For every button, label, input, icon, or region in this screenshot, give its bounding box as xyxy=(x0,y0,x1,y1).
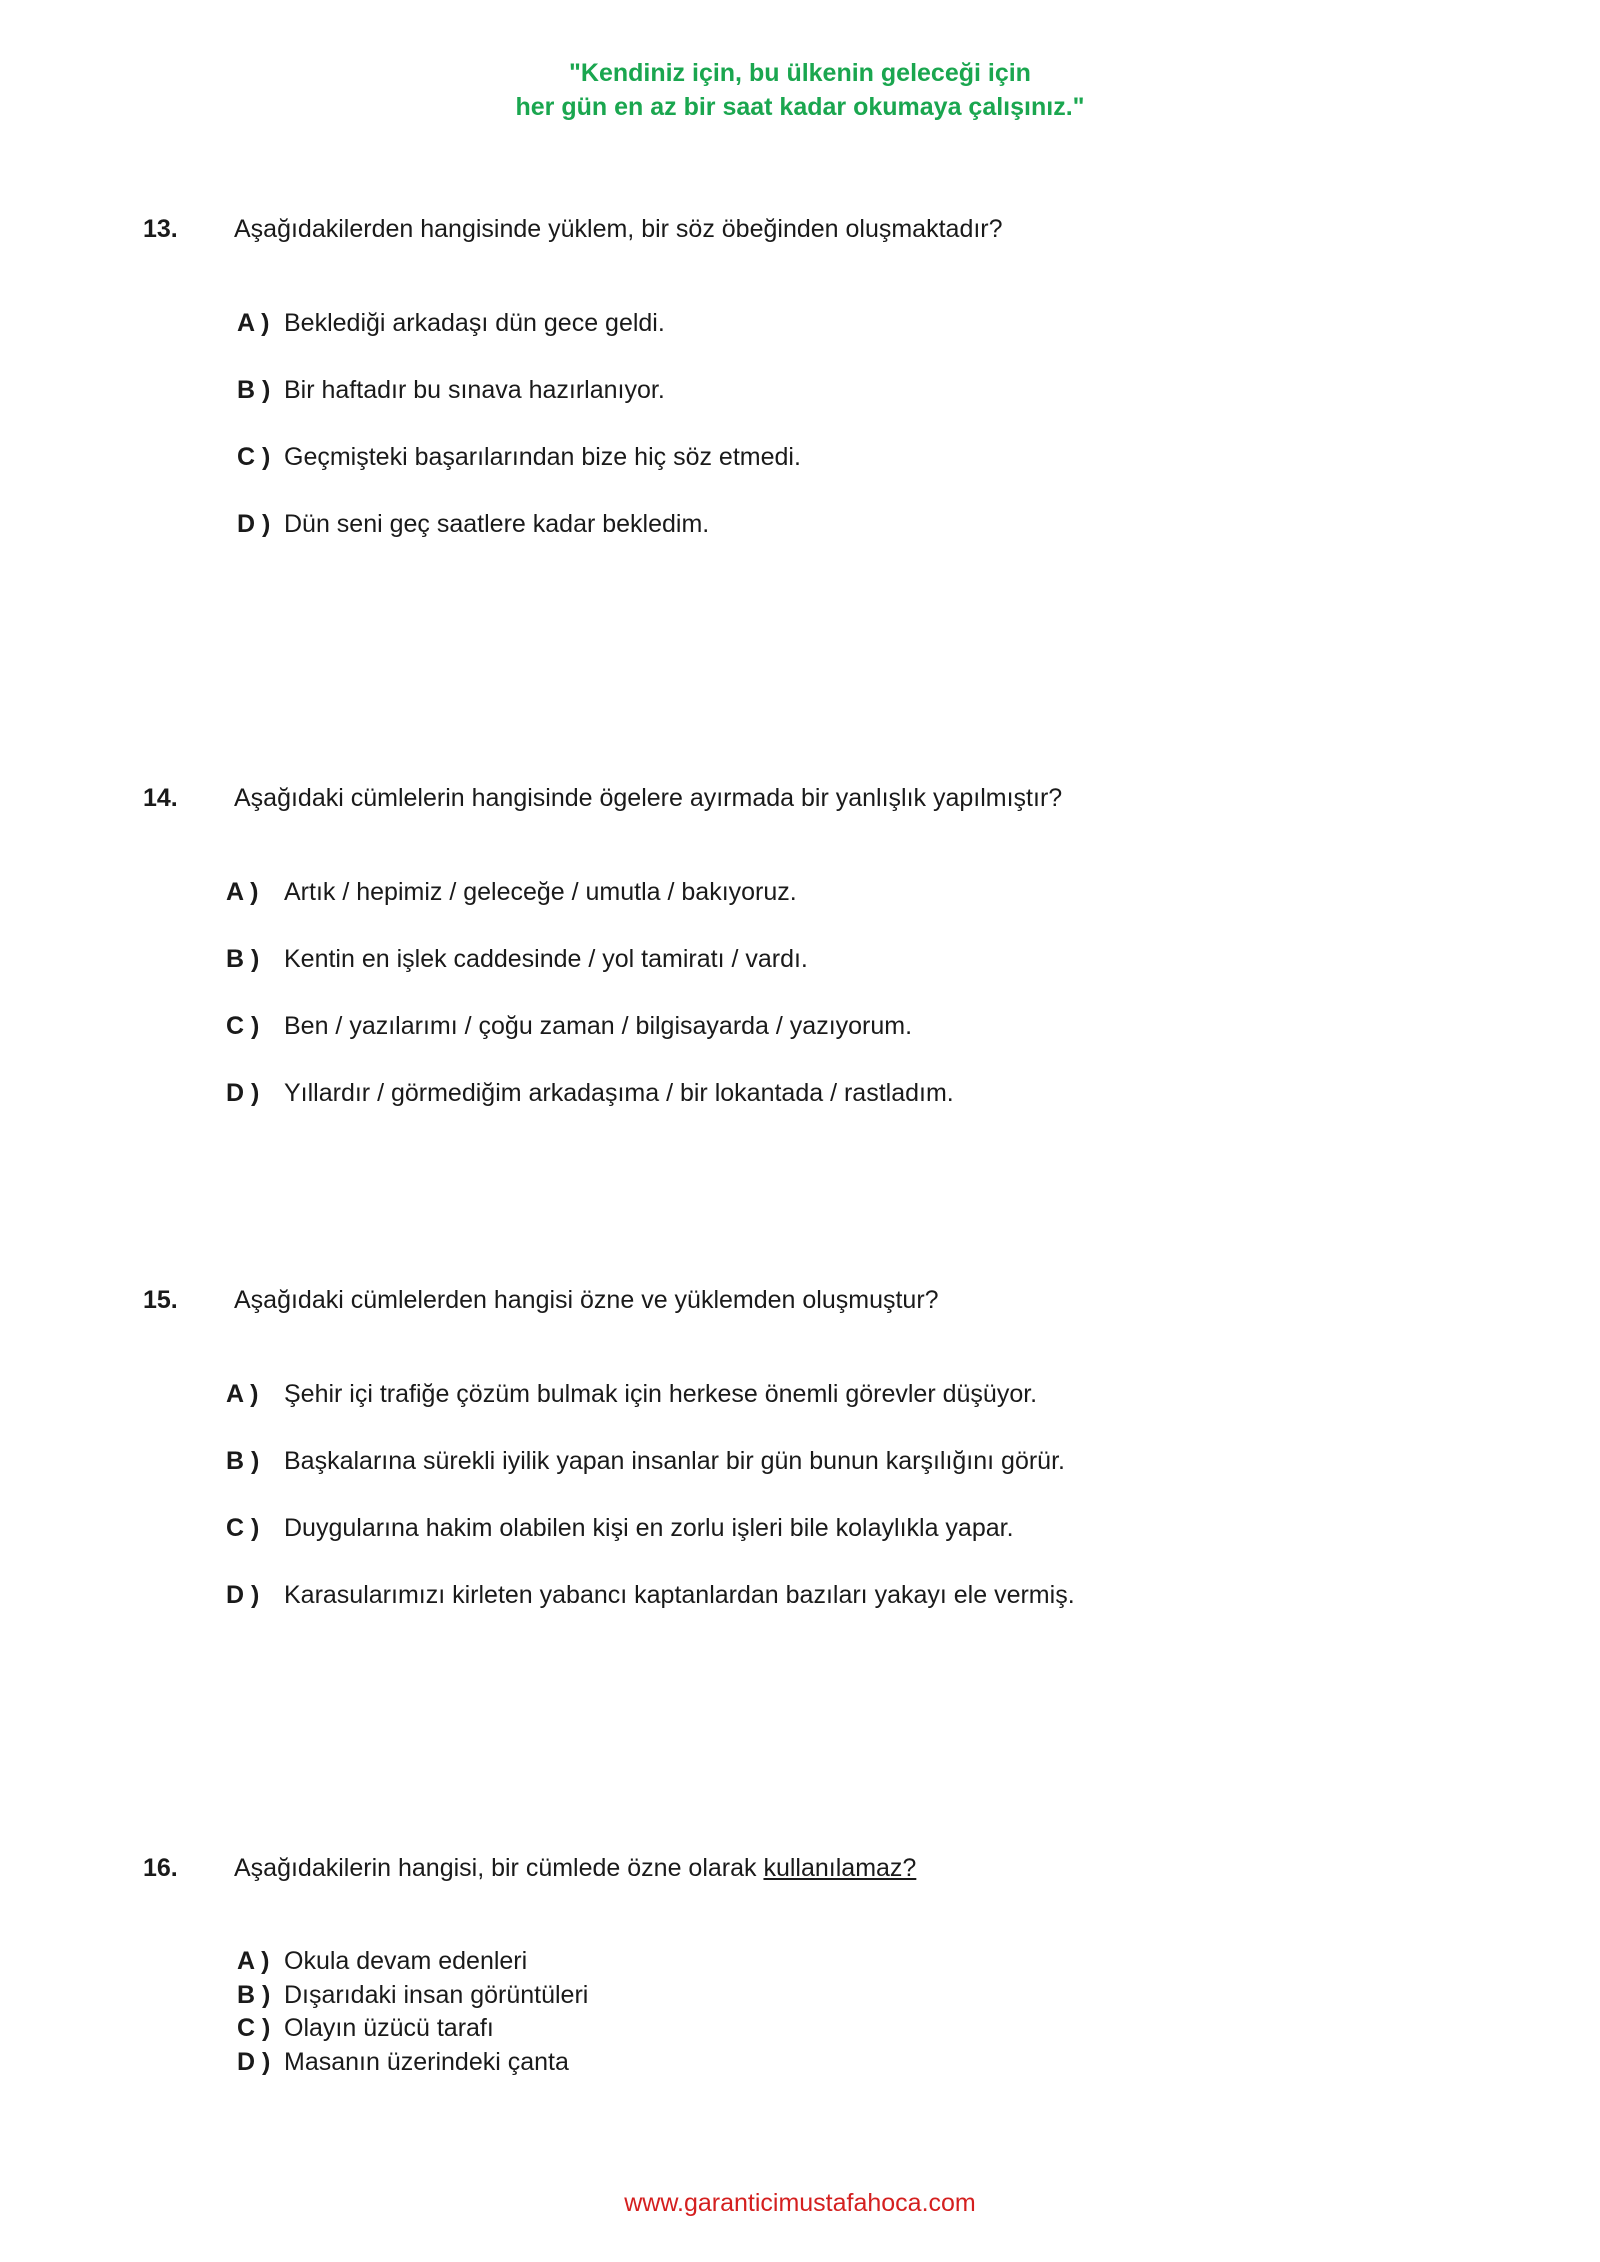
motto-line-1: "Kendiniz için, bu ülkenin geleceği için xyxy=(569,59,1031,87)
option-list xyxy=(143,875,1463,1110)
option-letter: B ) xyxy=(237,1980,271,2009)
option-text: Kentin en işlek caddesinde / yol tamiratı / vardı. xyxy=(284,945,808,973)
option-d[interactable] xyxy=(143,507,1463,541)
option-text: Masanın üzerindeki çanta xyxy=(284,2047,569,2076)
option-letter: A ) xyxy=(237,1947,270,1975)
option-d[interactable] xyxy=(143,2046,1463,2080)
option-letter: D ) xyxy=(226,1079,260,1107)
option-letter: C ) xyxy=(237,443,271,471)
question-number: 16. xyxy=(143,1854,178,1882)
option-letter: B ) xyxy=(237,376,271,404)
option-text: Yıllardır / görmediğim arkadaşıma / bir lokantada / rastladım. xyxy=(284,1079,954,1107)
option-text: Karasularımızı kirleten yabancı kaptanlardan bazıları yakayı ele vermiş. xyxy=(284,1581,1075,1609)
option-a[interactable] xyxy=(143,875,1463,909)
question-number: 13. xyxy=(143,215,178,243)
option-letter: A ) xyxy=(226,1380,259,1408)
question-text: Aşağıdakilerden hangisinde yüklem, bir söz öbeğinden oluşmaktadır? xyxy=(234,215,1003,243)
option-text: Artık / hepimiz / geleceğe / umutla / bakıyoruz. xyxy=(284,878,797,906)
question-text: Aşağıdaki cümlelerden hangisi özne ve yüklemden oluşmuştur? xyxy=(234,1286,939,1314)
option-b[interactable] xyxy=(143,373,1463,407)
question-13 xyxy=(143,212,1463,574)
option-letter: D ) xyxy=(237,2047,271,2076)
option-letter: C ) xyxy=(226,1012,260,1040)
option-letter: D ) xyxy=(237,510,271,538)
option-text: Bir haftadır bu sınava hazırlanıyor. xyxy=(284,376,665,404)
option-letter: C ) xyxy=(226,1514,260,1542)
motto-header xyxy=(0,56,1600,124)
question-number: 15. xyxy=(143,1286,178,1314)
option-a[interactable] xyxy=(143,1377,1463,1411)
option-list xyxy=(143,306,1463,541)
motto-line-2: her gün en az bir saat kadar okumaya çalışınız." xyxy=(515,93,1085,121)
option-d[interactable] xyxy=(143,1578,1463,1612)
option-letter: D ) xyxy=(226,1581,260,1609)
option-text: Olayın üzücü tarafı xyxy=(284,2014,494,2042)
question-number: 14. xyxy=(143,784,178,812)
question-14 xyxy=(143,781,1463,1143)
option-text: Ben / yazılarımı / çoğu zaman / bilgisayarda / yazıyorum. xyxy=(284,1012,913,1040)
option-text: Duygularına hakim olabilen kişi en zorlu işleri bile kolaylıkla yapar. xyxy=(284,1514,1014,1542)
option-text: Şehir içi trafiğe çözüm bulmak için herkese önemli görevler düşüyor. xyxy=(284,1380,1038,1408)
question-text xyxy=(234,1851,1463,1885)
option-letter: A ) xyxy=(226,878,259,906)
option-d[interactable] xyxy=(143,1076,1463,1110)
option-c[interactable] xyxy=(143,1009,1463,1043)
option-list xyxy=(143,1945,1463,2079)
option-b[interactable] xyxy=(143,1979,1463,2013)
option-letter: B ) xyxy=(226,1447,260,1475)
question-16 xyxy=(143,1851,1463,2079)
option-letter: A ) xyxy=(237,309,270,337)
option-text: Geçmişteki başarılarından bize hiç söz etmedi. xyxy=(284,443,801,471)
question-text: Aşağıdaki cümlelerin hangisinde ögelere ayırmada bir yanlışlık yapılmıştır? xyxy=(234,784,1063,812)
option-c[interactable] xyxy=(143,440,1463,474)
option-a[interactable] xyxy=(143,306,1463,340)
option-text: Okula devam edenleri xyxy=(284,1947,528,1975)
option-text: Beklediği arkadaşı dün gece geldi. xyxy=(284,309,665,337)
option-b[interactable] xyxy=(143,942,1463,976)
question-15 xyxy=(143,1283,1463,1645)
option-c[interactable] xyxy=(143,1511,1463,1545)
option-letter: C ) xyxy=(237,2014,271,2042)
option-list xyxy=(143,1377,1463,1612)
option-b[interactable] xyxy=(143,1444,1463,1478)
question-text-emphasis: kullanılamaz? xyxy=(763,1854,917,1882)
option-a[interactable] xyxy=(143,1945,1463,1979)
option-text: Dışarıdaki insan görüntüleri xyxy=(284,1980,589,2009)
option-text: Dün seni geç saatlere kadar bekledim. xyxy=(284,510,710,538)
option-c[interactable] xyxy=(143,2012,1463,2046)
question-text-main: Aşağıdakilerin hangisi, bir cümlede özne olarak xyxy=(234,1854,764,1882)
option-text: Başkalarına sürekli iyilik yapan insanlar bir gün bunun karşılığını görür. xyxy=(284,1447,1065,1475)
footer-website-link[interactable]: www.garanticimustafahoca.com xyxy=(624,2189,976,2217)
option-letter: B ) xyxy=(226,945,260,973)
